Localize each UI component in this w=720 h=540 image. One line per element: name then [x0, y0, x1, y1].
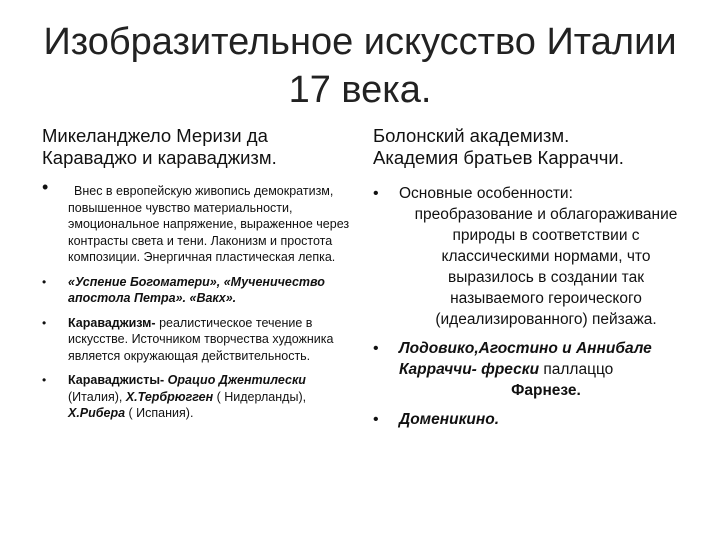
caravaggio-list	[42, 177, 360, 422]
bologna-heading	[373, 125, 693, 169]
list-item	[373, 338, 693, 401]
list-item-text: Внес в европейскую живопись демократизм, повышенное чувство материальности, эмоциональное напряжение, выраженное через контрасты света и тени. Лаконизм и простота композиции. Энергичная пластическая лепка.	[68, 184, 350, 264]
artist-name: Доменикино.	[399, 411, 500, 428]
bullet-icon: •	[42, 274, 47, 289]
caravaggio-heading-line-1: Микеланджело Меризи да	[42, 125, 268, 146]
artist-name: Х.Тербрюгген	[125, 389, 214, 404]
bologna-list	[373, 183, 693, 430]
slide-title	[40, 18, 680, 114]
country-text: (Италия),	[68, 389, 126, 404]
bologna-heading-line-2: Академия братьев Карраччи.	[373, 147, 624, 168]
caravaggio-heading	[42, 125, 360, 169]
list-item-text: преобразование и облагораживание природы в соответствии с классическими нормами, что выразилось в создании так называемого героического (идеализированного) пейзажа.	[414, 206, 678, 328]
bullet-icon: •	[373, 185, 379, 202]
list-item	[373, 183, 693, 330]
list-item	[42, 274, 360, 307]
bullet-icon: •	[42, 315, 47, 330]
country-text: ( Испания).	[125, 406, 194, 420]
list-item-text: паллаццо	[539, 361, 614, 378]
artist-name: Орацио Джентилески	[167, 373, 306, 387]
list-item	[42, 177, 360, 266]
list-item	[42, 315, 360, 365]
artist-name: Х.Рибера	[68, 406, 126, 420]
title-line-1: Изобразительное искусство Италии	[43, 21, 677, 63]
bullet-icon: •	[373, 411, 379, 428]
title-line-2: 17 века.	[288, 69, 432, 111]
list-item-lead: Караваджизм-	[68, 315, 156, 330]
list-item-lead: Караваджисты-	[68, 373, 165, 387]
list-item-text: реалистическое течение в искусстве. Источником творчества художника является окружающая действительность.	[68, 315, 334, 363]
caravaggio-column	[42, 125, 360, 430]
list-item-text-tail: Фарнезе.	[511, 382, 581, 399]
bologna-heading-line-1: Болонский академизм.	[373, 125, 570, 146]
caravaggio-heading-line-2: Караваджо и караваджизм.	[42, 147, 277, 168]
list-item-text-line-1: Основные особенности:	[399, 185, 573, 202]
list-item	[373, 409, 693, 430]
bullet-icon: •	[373, 340, 379, 357]
list-item-text: «Успение Богоматери», «Мученичество апостола Петра». «Вакх».	[68, 274, 325, 305]
bullet-icon: •	[42, 177, 49, 197]
carracci-names: Лодовико,Агостино и Аннибале Карраччи- фрески	[399, 340, 652, 378]
bologna-column	[373, 125, 693, 438]
bullet-icon: •	[42, 373, 47, 387]
list-item	[42, 372, 360, 422]
country-text: ( Нидерланды),	[213, 389, 307, 404]
